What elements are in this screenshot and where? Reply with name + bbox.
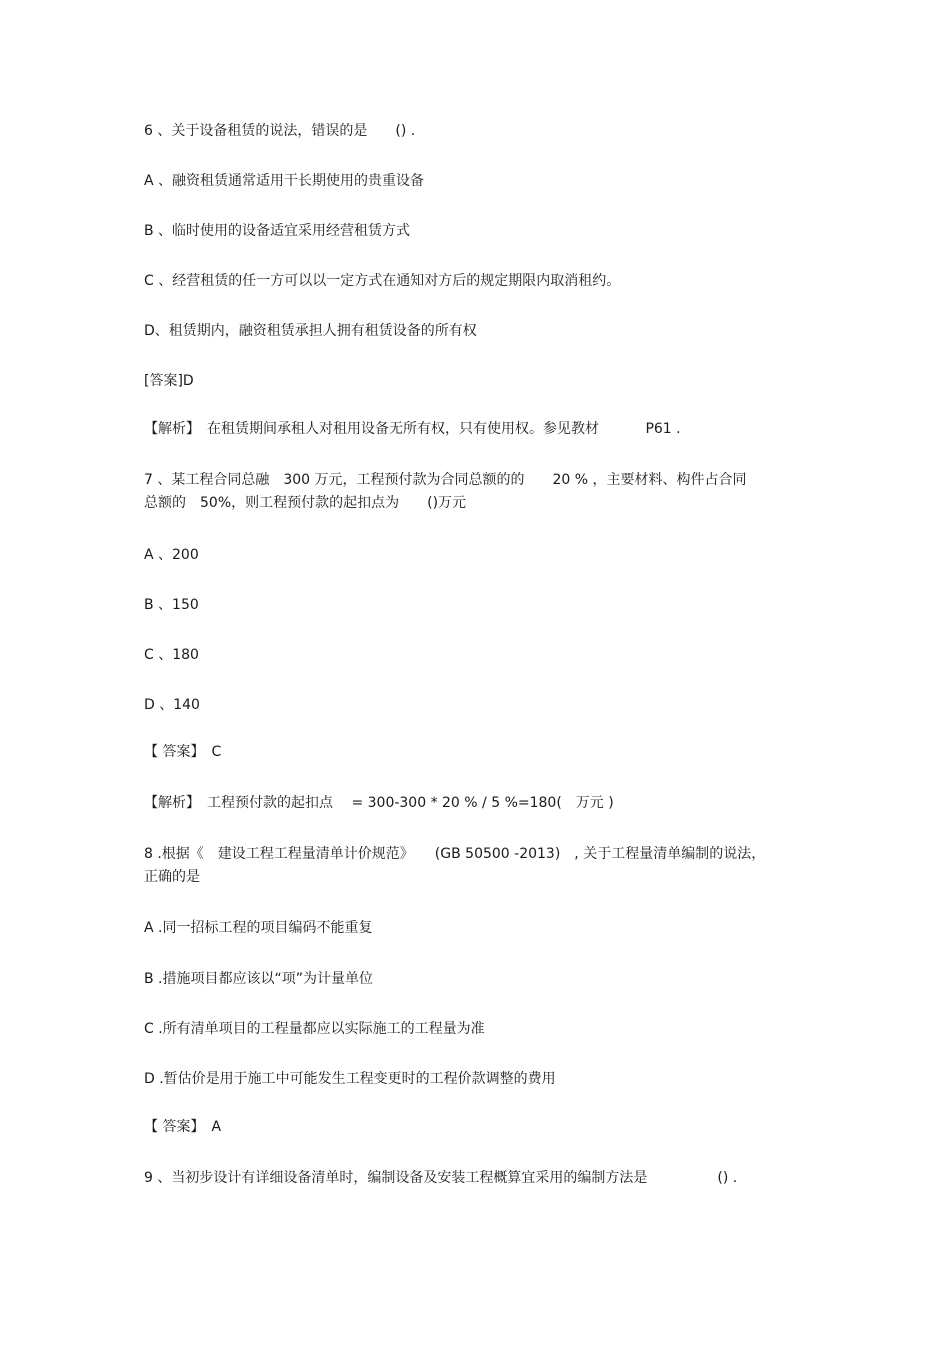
question-8-option-a: A .同一招标工程的项目编码不能重复 [144,920,373,936]
question-7-option-d: D 、140 [144,697,200,713]
question-8-answer: 【 答案】 A [144,1119,222,1135]
question-6-stem: 6 、关于设备租赁的说法，错误的是 () . [144,123,416,139]
question-7-stem-line-2: 总额的 50%，则工程预付款的起扣点为 ()万元 [144,495,467,511]
question-8-option-b: B .措施项目都应该以“项”为计量单位 [144,971,374,987]
question-6-option-c: C 、经营租赁的任一方可以以一定方式在通知对方后的规定期限内取消租约。 [144,273,621,289]
question-6-option-b: B 、临时使用的设备适宜采用经营租赁方式 [144,223,411,239]
question-7-option-b: B 、150 [144,597,199,613]
question-6-analysis: 【解析】 在租赁期间承租人对租用设备无所有权，只有使用权。参见教材 P61 . [144,421,681,437]
question-7-stem-line-1: 7 、某工程合同总融 300 万元，工程预付款为合同总额的的 20 % ，主要材料、构件占合同 [144,472,747,488]
question-8-option-c: C .所有清单项目的工程量都应以实际施工的工程量为准 [144,1021,485,1037]
question-9-stem: 9 、当初步设计有详细设备清单时，编制设备及安装工程概算宜采用的编制方法是 () . [144,1170,738,1186]
question-6-option-d: D、租赁期内，融资租赁承担人拥有租赁设备的所有权 [144,323,477,339]
question-7-option-a: A 、200 [144,547,199,563]
question-7-option-c: C 、180 [144,647,199,663]
question-6-option-a: A 、融资租赁通常适用干长期使用的贵重设备 [144,173,425,189]
question-8-stem-line-2: 正确的是 [144,869,200,885]
question-7-answer: 【 答案】 C [144,744,222,760]
question-8-stem-line-1: 8 .根据《 建设工程工程量清单计价规范》 (GB 50500 -2013) , 关于工程量清单编制的说法， [144,846,766,862]
question-8-option-d: D .暂估价是用于施工中可能发生工程变更时的工程价款调整的费用 [144,1071,556,1087]
question-6-answer: [答案]D [144,373,194,389]
question-7-analysis: 【解析】 工程预付款的起扣点 = 300-300 * 20 % / 5 %=180( 万元 ) [144,795,614,811]
